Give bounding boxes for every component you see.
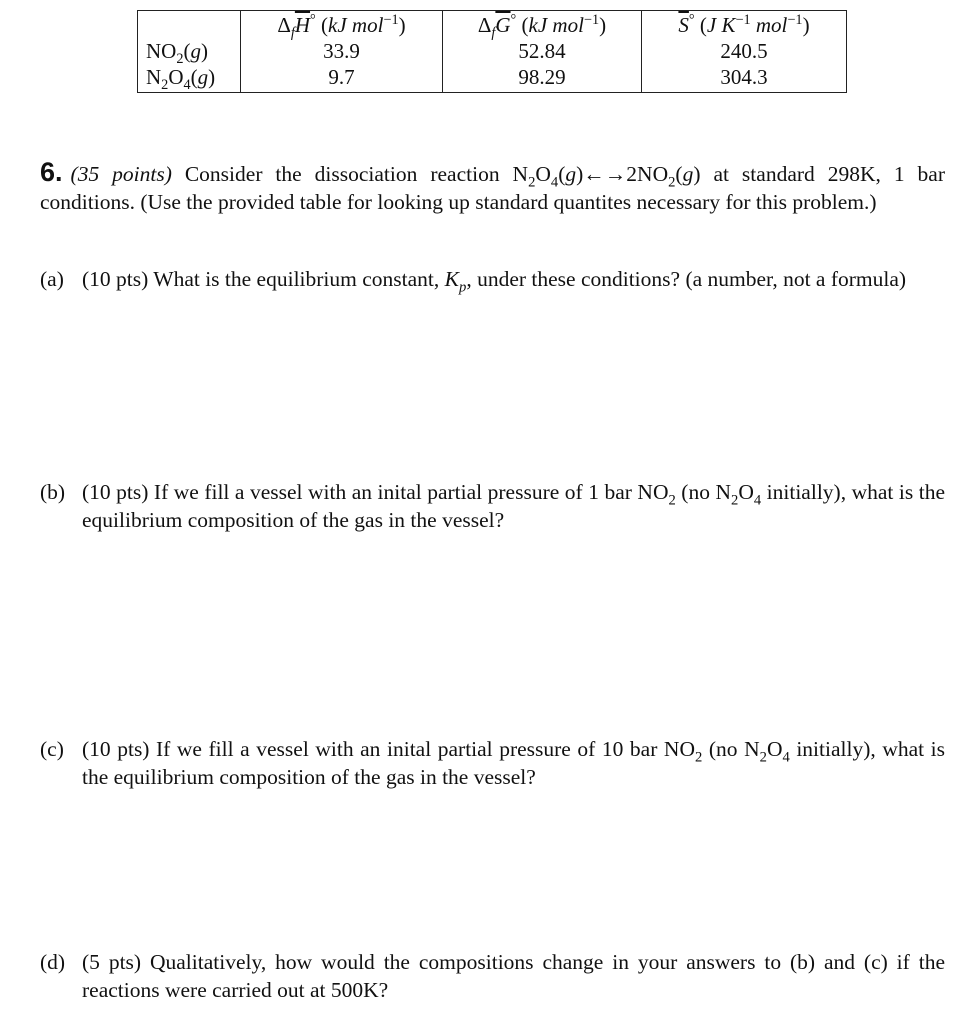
table-header-gibbs: $\Delta_f\overline{G}^\circ$ (kJ mol$^{-1}$) [443,11,642,39]
part-label: (c) [40,737,64,761]
question-points: (35 points) [70,162,172,186]
part-c [40,735,945,791]
part-text: (10 pts) If we fill a vessel with an inital partial pressure of 1 bar $NO_2$ (no $N_2O_4$ initially), what is the equilibrium composition of the gas in the vessel? [82,480,945,532]
question-intro [40,158,945,216]
table-row [138,38,847,64]
table-header-row [138,11,847,39]
thermo-data-table [137,10,847,93]
question-number: 6. [40,157,63,187]
gibbs-value: 98.29 [443,64,642,93]
table-header-entropy: $\overline{S}^\circ$ (J $K^{-1}$ mol$^{-1}$) [642,11,847,39]
table-row [138,64,847,93]
part-label: (a) [40,267,64,291]
enthalpy-value: 9.7 [241,64,443,93]
part-a [40,265,945,296]
part-label: (d) [40,950,66,974]
table-header-enthalpy: $\Delta_f\overline{H}^\circ$ (kJ mol$^{-1}$) [241,11,443,39]
gibbs-value: 52.84 [443,38,642,64]
enthalpy-value: 33.9 [241,38,443,64]
part-text: (5 pts) Qualitatively, how would the compositions change in your answers to (b) and (c) if the reactions were carried out at 500K? [82,950,945,1002]
part-label: (b) [40,480,66,504]
part-text: (10 pts) What is the equilibrium constant, $K_p$, under these conditions? (a number, not a formula) [82,267,907,296]
part-d [40,948,945,1004]
table-header-species [138,11,241,39]
part-b [40,478,945,534]
species-n2o4: $N_2O_4(g)$ [138,64,241,93]
part-text: (10 pts) If we fill a vessel with an inital partial pressure of 10 bar $NO_2$ (no $N_2O_4$ initially), what is the equilibrium composition of the gas in the vessel? [82,737,946,789]
question-text: Consider the dissociation reaction $N_2O_4(g)\leftarrow\to 2NO_2(g)$ at standard 298K, 1 bar conditions. (Use the provided table for looking up standard quantites necessary for this problem.) [40,162,946,214]
entropy-value: 240.5 [642,38,847,64]
species-no2: $NO_2(g)$ [138,38,241,64]
entropy-value: 304.3 [642,64,847,93]
